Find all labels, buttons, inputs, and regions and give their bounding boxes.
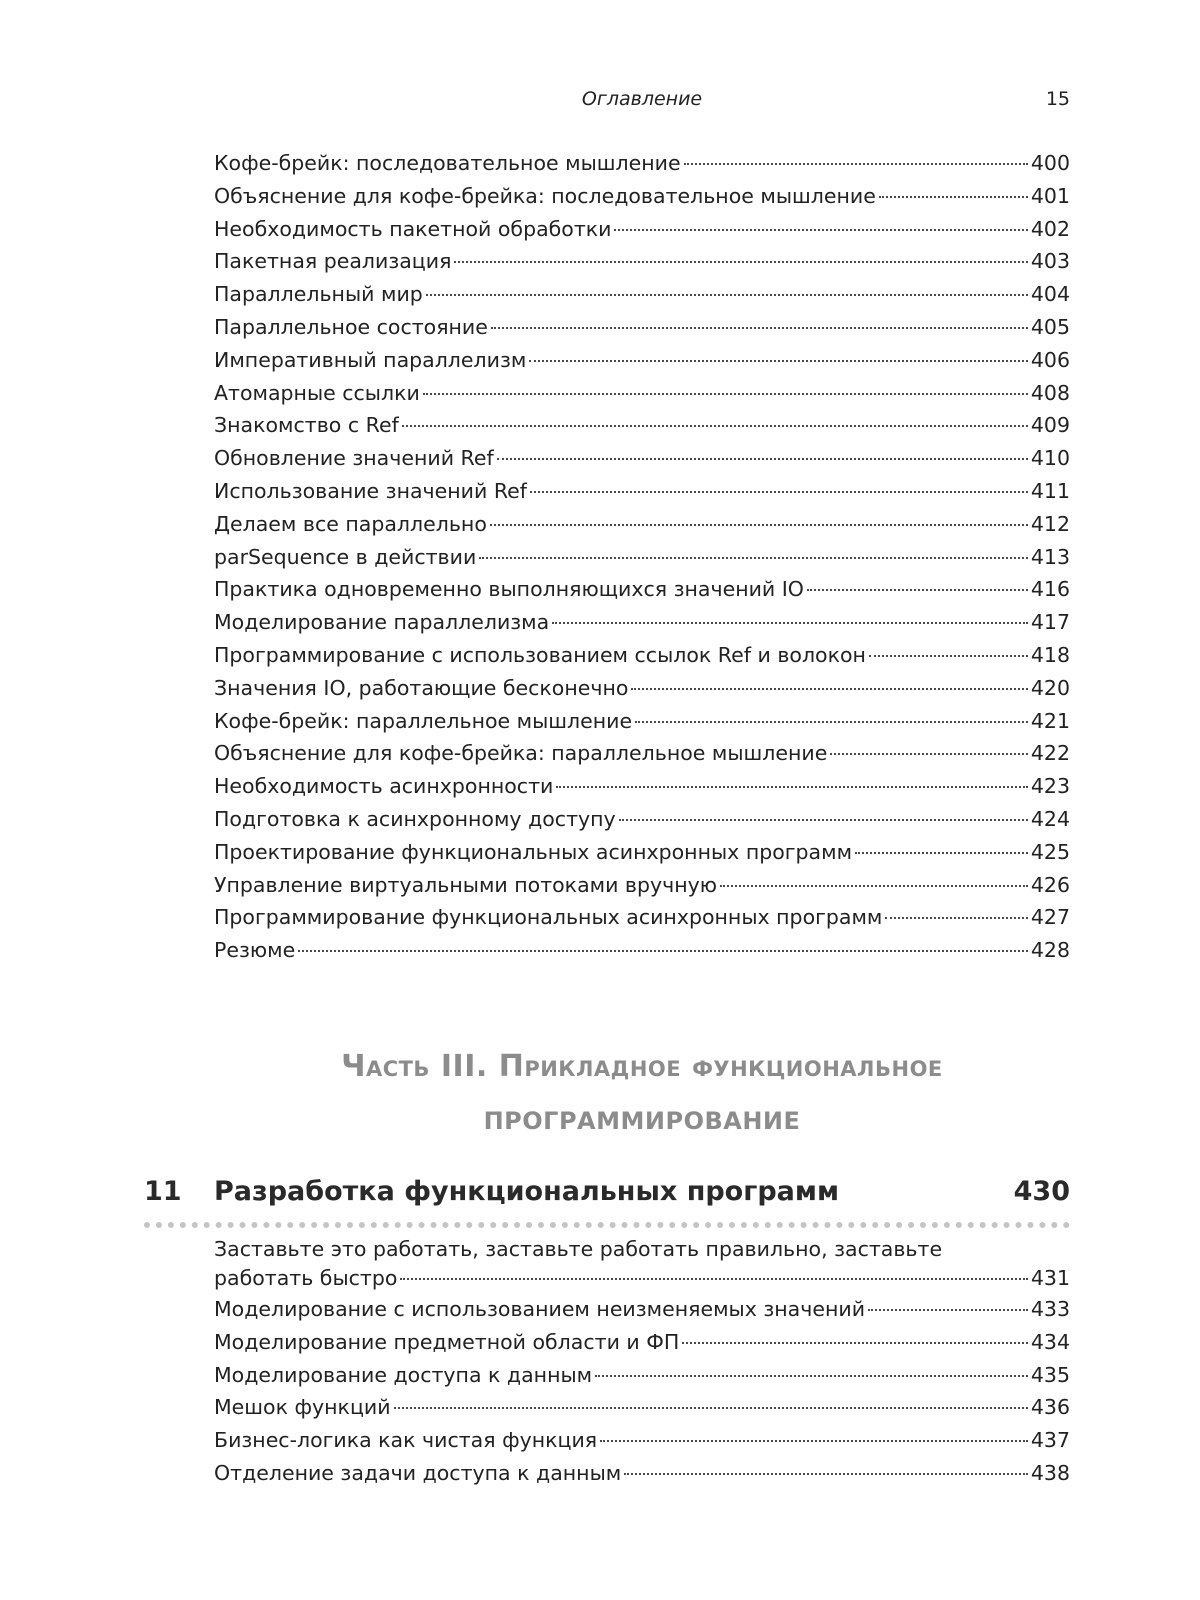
toc-entry-page: 437 bbox=[1030, 1428, 1070, 1453]
toc-entry-title: Объяснение для кофе-брейка: параллельное мышление bbox=[214, 741, 828, 766]
dot-leader bbox=[807, 589, 1028, 591]
toc-entry-title: Использование значений Ref bbox=[214, 478, 527, 503]
toc-entry bbox=[214, 705, 1070, 738]
dot-leader bbox=[423, 393, 1028, 395]
toc-entry-page: 408 bbox=[1030, 380, 1070, 405]
toc-entry-title: Моделирование с использованием неизменяемых значений bbox=[214, 1297, 866, 1321]
toc-entry-page: 418 bbox=[1030, 642, 1070, 667]
dot-leader bbox=[682, 1342, 1028, 1344]
toc-entry-page: 427 bbox=[1030, 905, 1070, 930]
toc-entry-page: 424 bbox=[1030, 806, 1070, 831]
toc-entry-page: 400 bbox=[1030, 151, 1070, 175]
toc-entry-title: Обновление значений Ref bbox=[214, 446, 494, 471]
toc-entry-title: Атомарные ссылки bbox=[214, 380, 420, 405]
page-number: 15 bbox=[1045, 88, 1070, 110]
toc-entry bbox=[214, 180, 1070, 213]
toc-entry-title: Кофе-брейк: последовательное мышление bbox=[214, 151, 681, 175]
toc-entry-title: Значения IO, работающие бесконечно bbox=[214, 675, 629, 700]
toc-entry-page: 401 bbox=[1030, 183, 1070, 208]
dot-leader bbox=[635, 721, 1028, 723]
toc-entry-title: Программирование функциональных асинхронных программ bbox=[214, 905, 883, 930]
toc-entry bbox=[214, 409, 1070, 442]
dot-leader bbox=[885, 917, 1027, 919]
running-head bbox=[214, 84, 1070, 114]
chapter-title: Разработка функциональных программ bbox=[214, 1176, 840, 1207]
dot-leader bbox=[529, 360, 1028, 362]
part-title: Часть III. Прикладное функциональное bbox=[341, 1049, 943, 1084]
dot-leader bbox=[631, 688, 1027, 690]
toc-entry bbox=[214, 672, 1070, 705]
dot-leader bbox=[684, 163, 1028, 165]
toc-entry-title: Параллельное состояние bbox=[214, 314, 488, 339]
toc-entry bbox=[214, 508, 1070, 541]
toc-entry-title: Практика одновременно выполняющихся значений IO bbox=[214, 577, 804, 602]
toc-entry-title: Мешок функций bbox=[214, 1395, 391, 1420]
toc-entry-page: 425 bbox=[1030, 839, 1070, 864]
toc-list-chapter-10 bbox=[214, 147, 1070, 967]
dot-leader bbox=[394, 1407, 1028, 1409]
toc-entry-page: 402 bbox=[1030, 216, 1070, 241]
toc-entry bbox=[214, 1424, 1070, 1457]
toc-entry-title: parSequence в действии bbox=[214, 544, 477, 569]
part-heading bbox=[214, 1040, 1070, 1148]
toc-entry bbox=[214, 1326, 1070, 1359]
toc-entry-title: Знакомство с Ref bbox=[214, 413, 399, 438]
dot-leader bbox=[595, 1375, 1028, 1377]
toc-entry-page: 405 bbox=[1030, 314, 1070, 339]
toc-entry-page: 435 bbox=[1030, 1362, 1070, 1387]
toc-entry bbox=[214, 934, 1070, 967]
toc-entry bbox=[214, 573, 1070, 606]
toc-entry bbox=[214, 770, 1070, 803]
toc-entry-page: 423 bbox=[1030, 774, 1070, 799]
toc-entry bbox=[214, 344, 1070, 377]
dot-leader bbox=[720, 885, 1028, 887]
toc-entry-title: Делаем все параллельно bbox=[214, 511, 487, 536]
chapter-heading bbox=[144, 1170, 1070, 1214]
toc-entry bbox=[214, 1293, 1070, 1326]
toc-entry-page: 438 bbox=[1030, 1460, 1070, 1485]
toc-entry bbox=[214, 442, 1070, 475]
toc-entry-title: Программирование с использованием ссылок Ref и волокон bbox=[214, 642, 866, 667]
toc-entry bbox=[214, 1391, 1070, 1424]
toc-entry-page: 417 bbox=[1030, 610, 1070, 635]
dot-leader bbox=[868, 1309, 1028, 1311]
toc-entry-title: Бизнес-логика как чистая функция bbox=[214, 1428, 598, 1453]
toc-entry-page: 406 bbox=[1030, 347, 1070, 372]
dot-leader bbox=[530, 491, 1028, 493]
toc-entry bbox=[214, 311, 1070, 344]
dot-leader bbox=[556, 786, 1028, 788]
toc-entry bbox=[214, 606, 1070, 639]
dot-leader bbox=[869, 655, 1028, 657]
running-title: Оглавление bbox=[581, 88, 703, 110]
dot-leader bbox=[855, 852, 1028, 854]
dot-leader bbox=[298, 950, 1028, 952]
toc-entry-title-line1: Заставьте это работать, заставьте работать правильно, заставьте bbox=[214, 1237, 943, 1261]
dot-leader bbox=[600, 1440, 1028, 1442]
toc-entry-page: 421 bbox=[1030, 708, 1070, 733]
toc-entry bbox=[214, 377, 1070, 410]
toc-entry-title: Моделирование доступа к данным bbox=[214, 1362, 593, 1387]
toc-entry-title: Пакетная реализация bbox=[214, 249, 452, 274]
toc-entry-page: 416 bbox=[1030, 577, 1070, 602]
chapter-divider bbox=[144, 1222, 1070, 1228]
toc-entry bbox=[214, 475, 1070, 508]
dot-leader bbox=[552, 622, 1028, 624]
toc-entry bbox=[214, 278, 1070, 311]
toc-entry bbox=[214, 901, 1070, 934]
toc-entry-title: Необходимость асинхронности bbox=[214, 774, 554, 799]
part-subtitle: ПРОГРАММИРОВАНИЕ bbox=[483, 1107, 801, 1135]
dot-leader bbox=[426, 294, 1028, 296]
dot-leader bbox=[619, 819, 1028, 821]
toc-entry-page: 410 bbox=[1030, 446, 1070, 471]
dot-leader bbox=[479, 557, 1028, 559]
dot-leader bbox=[402, 425, 1028, 427]
toc-entry bbox=[214, 639, 1070, 672]
toc-entry bbox=[214, 737, 1070, 770]
toc-entry bbox=[214, 836, 1070, 869]
toc-entry bbox=[214, 869, 1070, 902]
toc-entry-title-line2: работать быстро bbox=[214, 1266, 398, 1290]
toc-entry bbox=[214, 245, 1070, 278]
toc-entry-title: Управление виртуальными потоками вручную bbox=[214, 872, 718, 897]
chapter-page: 430 bbox=[1013, 1176, 1070, 1207]
toc-entry-page: 411 bbox=[1030, 478, 1070, 503]
toc-entry-title: Параллельный мир bbox=[214, 282, 423, 307]
toc-entry bbox=[214, 1359, 1070, 1392]
toc-entry bbox=[214, 1235, 1070, 1293]
dot-leader bbox=[830, 753, 1028, 755]
toc-entry bbox=[214, 803, 1070, 836]
toc-entry-title: Императивный параллелизм bbox=[214, 347, 527, 372]
dot-leader bbox=[879, 196, 1028, 198]
toc-entry-page: 422 bbox=[1030, 741, 1070, 766]
toc-entry-title: Необходимость пакетной обработки bbox=[214, 216, 612, 241]
toc-entry bbox=[214, 213, 1070, 246]
dot-leader bbox=[497, 458, 1028, 460]
toc-entry-page: 413 bbox=[1030, 544, 1070, 569]
toc-entry-title: Подготовка к асинхронному доступу bbox=[214, 806, 616, 831]
toc-entry-page: 436 bbox=[1030, 1395, 1070, 1420]
dot-leader bbox=[490, 524, 1028, 526]
dot-leader bbox=[400, 1278, 1027, 1280]
toc-entry-page: 431 bbox=[1030, 1266, 1070, 1290]
toc-entry-page: 409 bbox=[1030, 413, 1070, 438]
chapter-number: 11 bbox=[144, 1176, 182, 1207]
dot-leader bbox=[624, 1473, 1028, 1475]
toc-entry-page: 434 bbox=[1030, 1329, 1070, 1354]
dot-leader bbox=[454, 261, 1027, 263]
toc-entry bbox=[214, 1457, 1070, 1490]
toc-entry-title: Отделение задачи доступа к данным bbox=[214, 1460, 622, 1485]
toc-entry-title: Моделирование предметной области и ФП bbox=[214, 1329, 680, 1354]
dot-leader bbox=[614, 229, 1027, 231]
toc-entry-title: Резюме bbox=[214, 938, 296, 963]
toc-entry-page: 404 bbox=[1030, 282, 1070, 307]
toc-entry-title: Проектирование функциональных асинхронных программ bbox=[214, 839, 853, 864]
toc-entry-title: Объяснение для кофе-брейка: последовательное мышление bbox=[214, 183, 876, 208]
toc-entry-title: Моделирование параллелизма bbox=[214, 610, 550, 635]
toc-entry bbox=[214, 147, 1070, 180]
toc-entry-page: 420 bbox=[1030, 675, 1070, 700]
dot-leader bbox=[491, 327, 1028, 329]
toc-entry-page: 433 bbox=[1030, 1297, 1070, 1321]
toc-entry-page: 428 bbox=[1030, 938, 1070, 963]
toc-entry-title: Кофе-брейк: параллельное мышление bbox=[214, 708, 633, 733]
toc-entry bbox=[214, 541, 1070, 574]
toc-entry-page: 403 bbox=[1030, 249, 1070, 274]
toc-entry-page: 412 bbox=[1030, 511, 1070, 536]
toc-entry-page: 426 bbox=[1030, 872, 1070, 897]
toc-list-chapter-11 bbox=[214, 1235, 1070, 1490]
